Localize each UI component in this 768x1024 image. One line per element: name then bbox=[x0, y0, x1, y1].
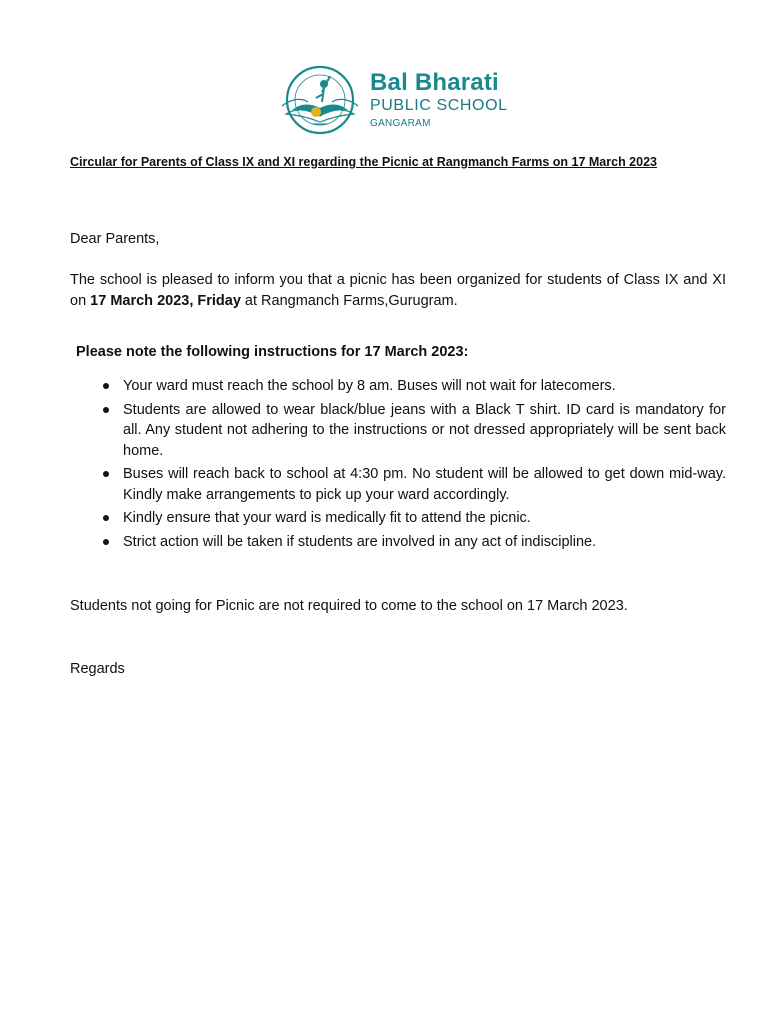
list-item bbox=[70, 532, 726, 553]
regards: Regards bbox=[70, 661, 125, 677]
circular-title: Circular for Parents of Class IX and XI regarding the Picnic at Rangmanch Farms on 17 March 2023 bbox=[70, 155, 657, 169]
school-type: PUBLIC SCHOOL bbox=[370, 97, 508, 114]
bullet-icon bbox=[103, 471, 109, 477]
list-item bbox=[70, 376, 726, 397]
school-logo bbox=[272, 62, 522, 138]
winged-figure-emblem-icon bbox=[272, 62, 368, 138]
intro-date: 17 March 2023, Friday bbox=[90, 293, 241, 309]
intro-paragraph bbox=[70, 270, 726, 312]
closing-note: Students not going for Picnic are not required to come to the school on 17 March 2023. bbox=[70, 598, 628, 614]
list-item bbox=[70, 464, 726, 505]
logo-text-block bbox=[370, 71, 508, 129]
instructions-heading: Please note the following instructions for 17 March 2023: bbox=[76, 344, 469, 360]
bullet-icon bbox=[103, 383, 109, 389]
intro-text-part1: The school is pleased to inform you that a picnic has been organized for students of Class IX and XI on bbox=[70, 272, 726, 309]
list-item bbox=[70, 400, 726, 462]
bullet-icon bbox=[103, 407, 109, 413]
list-item bbox=[70, 508, 726, 529]
salutation: Dear Parents, bbox=[70, 231, 160, 247]
instruction-text: Strict action will be taken if students are involved in any act of indiscipline. bbox=[123, 533, 597, 550]
intro-text-part2: at Rangmanch Farms,Gurugram. bbox=[240, 293, 458, 309]
school-name: Bal Bharati bbox=[370, 69, 499, 96]
school-city: GANGARAM bbox=[370, 118, 431, 129]
instructions-list bbox=[70, 376, 726, 555]
instruction-text: Buses will reach back to school at 4:30 pm. No student will be allowed to get down mid-way. Kindly make arrangements to pick up your ward accordingly. bbox=[123, 466, 726, 503]
instruction-text: Kindly ensure that your ward is medically fit to attend the picnic. bbox=[123, 510, 531, 526]
instruction-text: Your ward must reach the school by 8 am. Buses will not wait for latecomers. bbox=[123, 378, 616, 394]
bullet-icon bbox=[103, 515, 109, 521]
bullet-icon bbox=[103, 539, 109, 545]
instruction-text: Students are allowed to wear black/blue jeans with a Black T shirt. ID card is mandatory for all. Any student not adhering to the instructions or not dressed appropriately will be sent back home. bbox=[123, 401, 726, 459]
